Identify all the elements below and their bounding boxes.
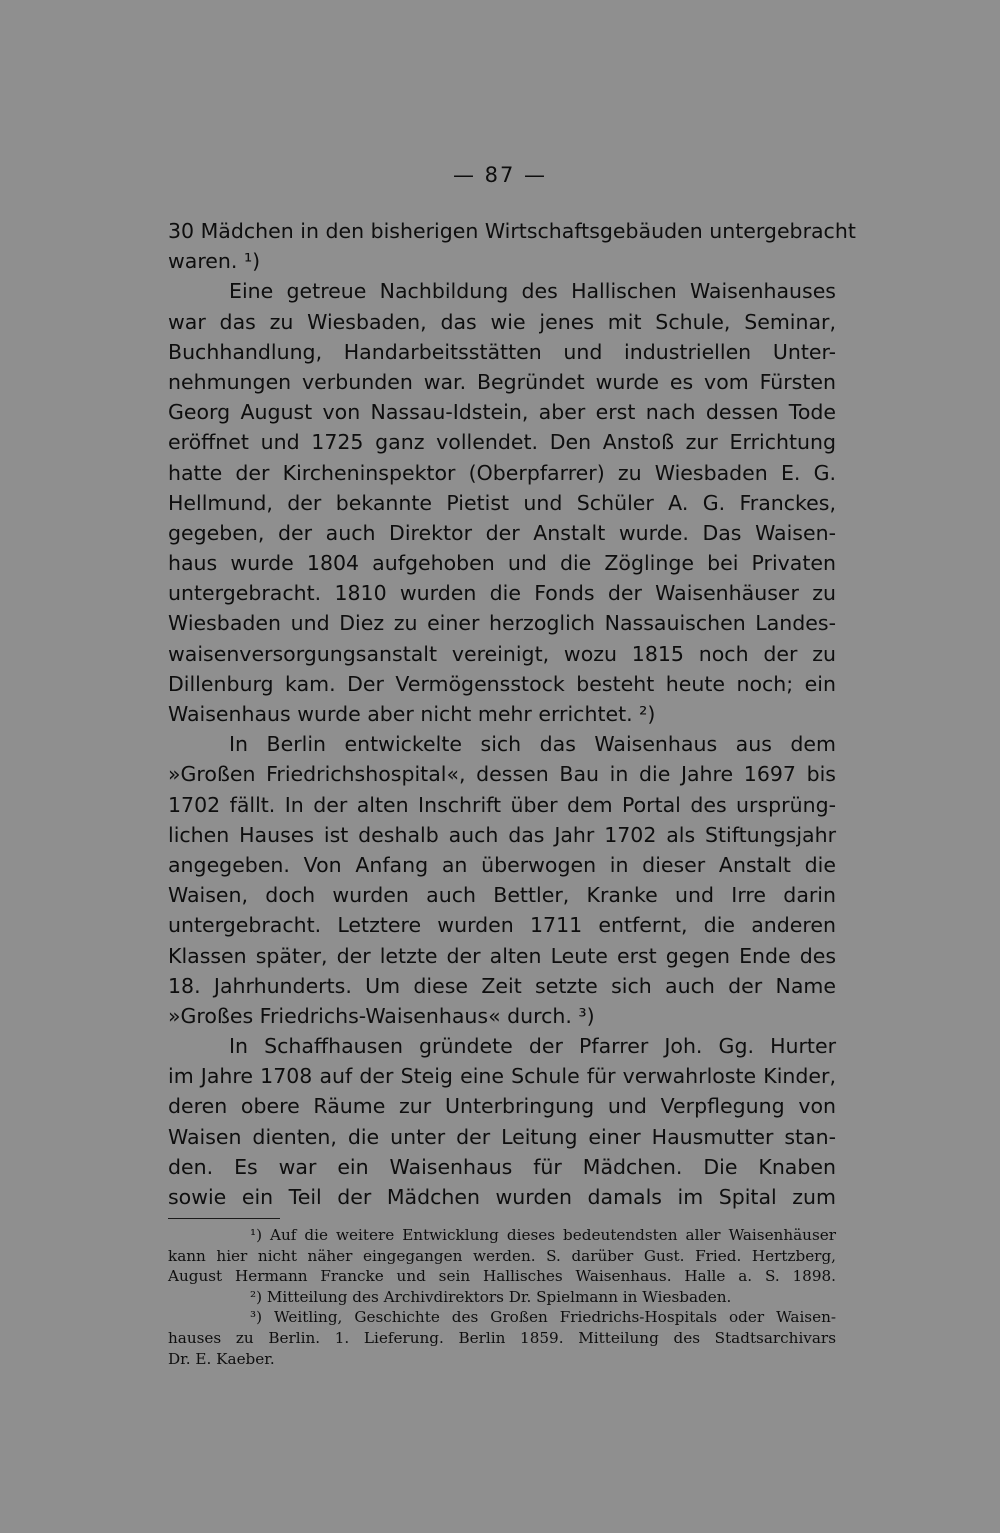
paragraph-start-line: Eine getreue Nachbildung des Hallischen Waisenhauses (229, 279, 836, 304)
footnote-line: ²) Mitteilung des Archivdirektors Dr. Spielmann in Wiesbaden. (250, 1287, 732, 1306)
body-line: Georg August von Nassau-Idstein, aber erst nach dessen Tode (168, 400, 836, 425)
body-line: im Jahre 1708 auf der Steig eine Schule für verwahrloste Kinder, (168, 1064, 836, 1089)
body-line: Buchhandlung, Handarbeitsstätten und industriellen Unter- (168, 339, 836, 364)
body-line: waisenversorgungsanstalt vereinigt, wozu 1815 noch der zu (168, 641, 836, 666)
body-line: Wiesbaden und Diez zu einer herzoglich Nassauischen Landes- (168, 611, 836, 636)
body-line: Waisen, doch wurden auch Bettler, Kranke und Irre darin (168, 883, 836, 908)
body-line: 30 Mädchen in den bisherigen Wirtschaftsgebäuden untergebracht (168, 219, 856, 243)
body-line: Waisenhaus wurde aber nicht mehr errichtet. ²) (168, 702, 656, 726)
body-line: angegeben. Von Anfang an überwogen in dieser Anstalt die (168, 852, 836, 877)
body-line: 18. Jahrhunderts. Um diese Zeit setzte sich auch der Name (168, 973, 836, 998)
body-line: waren. ¹) (168, 249, 261, 274)
body-line: untergebracht. Letztere wurden 1711 entfernt, die anderen (168, 913, 836, 938)
body-line: Hellmund, der bekannte Pietist und Schüler A. G. Franckes, (168, 490, 836, 515)
body-line: haus wurde 1804 aufgehoben und die Zöglinge bei Privaten (168, 551, 836, 576)
body-line: gegeben, der auch Direktor der Anstalt wurde. Das Waisen- (168, 520, 836, 545)
footnote-line: Dr. E. Kaeber. (168, 1349, 275, 1368)
footnote-line: ¹) Auf die weitere Entwicklung dieses bedeutendsten aller Waisenhäuser (250, 1226, 836, 1244)
body-line: untergebracht. 1810 wurden die Fonds der Waisenhäuser zu (168, 581, 836, 606)
footnote-line: ³) Weitling, Geschichte des Großen Friedrichs-Hospitals oder Waisen- (250, 1308, 836, 1327)
paragraph-start-line: In Schaffhausen gründete der Pfarrer Joh. Gg. Hurter (229, 1034, 836, 1059)
footnote-line: August Hermann Francke und sein Hallisches Waisenhaus. Halle a. S. 1898. (168, 1267, 836, 1286)
body-line: nehmungen verbunden war. Begründet wurde es vom Fürsten (168, 369, 836, 394)
body-line: Waisen dienten, die unter der Leitung einer Hausmutter stan- (168, 1124, 836, 1149)
body-line: war das zu Wiesbaden, das wie jenes mit Schule, Seminar, (168, 309, 836, 334)
body-line: deren obere Räume zur Unterbringung und Verpflegung von (168, 1094, 836, 1119)
paragraph-start-line: In Berlin entwickelte sich das Waisenhaus aus dem (229, 732, 836, 757)
footnote-line: kann hier nicht näher eingegangen werden. S. darüber Gust. Fried. Hertzberg, (168, 1246, 836, 1265)
body-line: »Großen Friedrichshospital«, dessen Bau in die Jahre 1697 bis (168, 762, 836, 787)
body-line: lichen Hauses ist deshalb auch das Jahr 1702 als Stiftungsjahr (168, 822, 836, 847)
footnotes (168, 1225, 836, 1369)
body-line: Klassen später, der letzte der alten Leute erst gegen Ende des (168, 943, 836, 968)
footnote-divider (168, 1218, 280, 1219)
body-line: hatte der Kircheninspektor (Oberpfarrer) zu Wiesbaden E. G. (168, 460, 836, 485)
page-number: — 87 — (452, 163, 548, 187)
body-line: »Großes Friedrichs-Waisenhaus« durch. ³) (168, 1003, 595, 1028)
body-text (168, 216, 856, 1212)
body-line: sowie ein Teil der Mädchen wurden damals im Spital zum (168, 1185, 836, 1209)
footnote-line: hauses zu Berlin. 1. Lieferung. Berlin 1859. Mitteilung des Stadtsarchivars (168, 1328, 836, 1347)
body-line: Dillenburg kam. Der Vermögensstock besteht heute noch; ein (168, 671, 836, 696)
body-line: eröffnet und 1725 ganz vollendet. Den Anstoß zur Errichtung (168, 430, 836, 455)
body-line: den. Es war ein Waisenhaus für Mädchen. Die Knaben (168, 1154, 836, 1179)
body-line: 1702 fällt. In der alten Inschrift über dem Portal des ursprüng- (168, 792, 836, 817)
